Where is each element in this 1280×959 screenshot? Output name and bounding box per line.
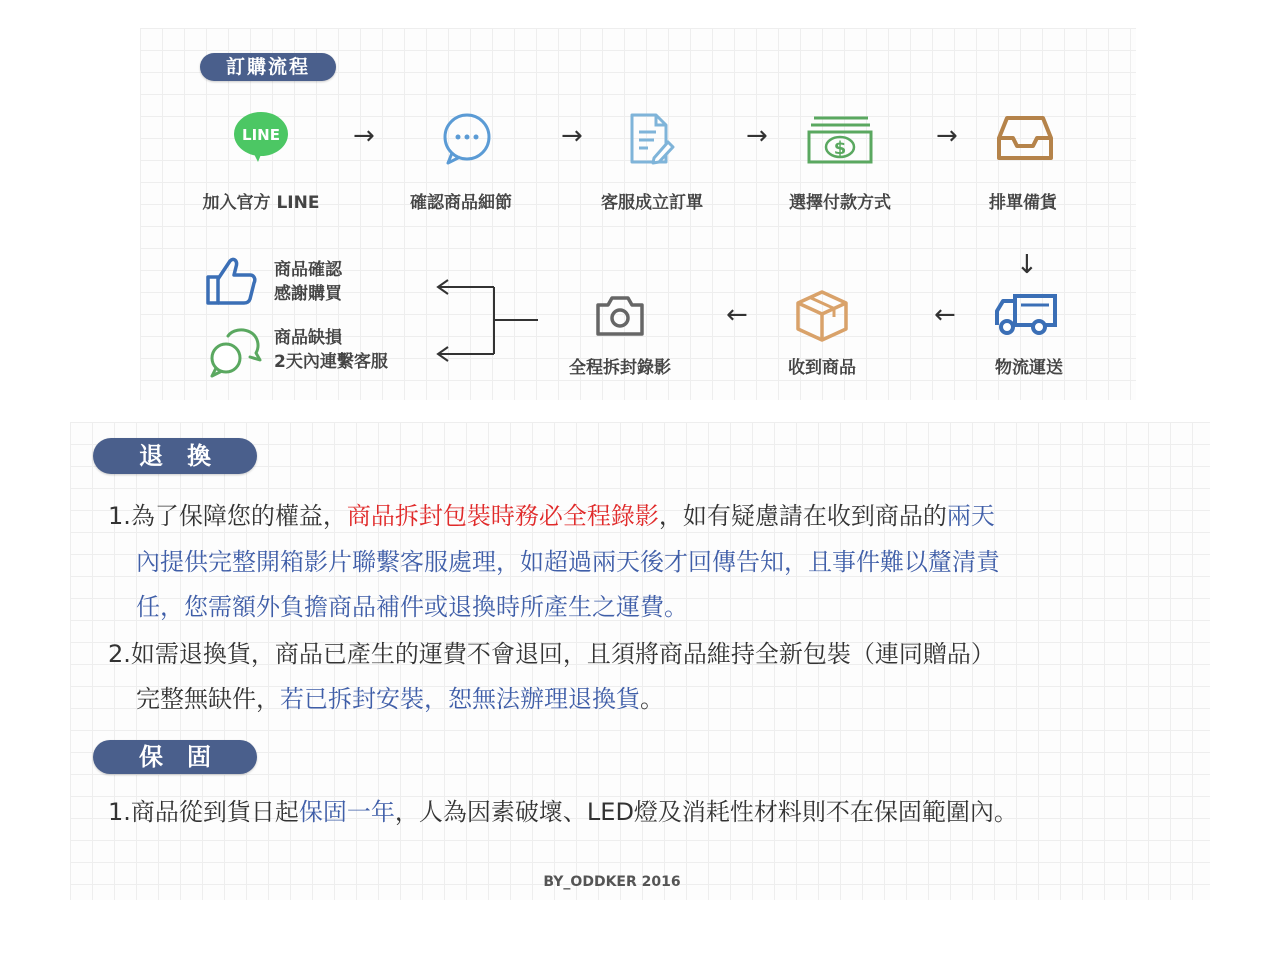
truck-icon bbox=[993, 293, 1061, 337]
outcome-damaged-line1: 商品缺損 bbox=[274, 328, 342, 348]
branch-connector bbox=[430, 278, 542, 362]
step-label-shipping: 物流運送 bbox=[995, 358, 1063, 378]
returns-item1-two-days: 兩天 bbox=[946, 502, 995, 530]
returns-item1-intro: 1.為了保障您的權益， bbox=[108, 502, 347, 530]
chat-bubble-icon bbox=[440, 112, 494, 166]
right-arrow-icon: → bbox=[746, 121, 768, 151]
line-logo-icon bbox=[232, 110, 290, 166]
step-label-confirm-details: 確認商品細節 bbox=[410, 193, 512, 213]
down-arrow-icon: ↓ bbox=[1016, 250, 1038, 280]
returns-item2-end: 。 bbox=[640, 685, 664, 713]
line-logo-text: LINE bbox=[242, 126, 280, 144]
right-arrow-icon: → bbox=[936, 121, 958, 151]
step-label-payment-method: 選擇付款方式 bbox=[789, 193, 891, 213]
returns-item2-line1: 2.如需退換貨，商品已產生的運費不會退回，且須將商品維持全新包裝（連同贈品） bbox=[108, 640, 995, 668]
thumbs-up-icon bbox=[204, 255, 258, 307]
returns-item1-line3: 任，您需額外負擔商品補件或退換時所產生之運費。 bbox=[136, 593, 688, 621]
document-edit-icon bbox=[628, 112, 676, 166]
left-arrow-icon: ← bbox=[934, 300, 956, 330]
outcome-confirmed bbox=[274, 258, 342, 306]
warranty-item1-intro: 1.商品從到貨日起 bbox=[108, 798, 299, 826]
step-label-join-line: 加入官方 LINE bbox=[202, 193, 320, 213]
step-label-prepare-stock: 排單備貨 bbox=[989, 193, 1057, 213]
step-label-create-order: 客服成立訂單 bbox=[601, 193, 703, 213]
step-label-record-unboxing: 全程拆封錄影 bbox=[569, 358, 671, 378]
svg-text:$: $ bbox=[833, 138, 847, 159]
outcome-confirmed-line2: 感謝購買 bbox=[274, 284, 342, 304]
returns-item1-mid: ，如有疑慮請在收到商品的 bbox=[658, 502, 947, 530]
money-icon bbox=[806, 112, 874, 166]
returns-title: 退 換 bbox=[93, 438, 257, 474]
outcome-confirmed-line1: 商品確認 bbox=[274, 260, 342, 280]
returns-item2-complete: 完整無缺件， bbox=[136, 685, 280, 713]
warranty-title: 保 固 bbox=[93, 740, 257, 774]
step-label-receive-goods: 收到商品 bbox=[788, 358, 856, 378]
returns-item2-line2 bbox=[136, 677, 664, 721]
outcome-damaged-line2: 2天內連繫客服 bbox=[274, 352, 388, 372]
camera-icon bbox=[594, 295, 646, 337]
right-arrow-icon: → bbox=[561, 121, 583, 151]
package-icon bbox=[794, 289, 850, 343]
process-title: 訂購流程 bbox=[200, 53, 336, 81]
inbox-tray-icon bbox=[995, 114, 1055, 164]
right-arrow-icon: → bbox=[353, 121, 375, 151]
returns-item1-line1 bbox=[108, 494, 995, 538]
warranty-item1-one-year: 保固一年 bbox=[298, 798, 395, 826]
returns-item1-highlight-record: 商品拆封包裝時務必全程錄影 bbox=[346, 502, 659, 530]
warranty-item1 bbox=[108, 790, 1018, 834]
outcome-damaged bbox=[274, 326, 388, 374]
speech-bubbles-icon bbox=[206, 326, 262, 378]
warranty-item1-rest: ，人為因素破壞、LED燈及消耗性材料則不在保固範圍內。 bbox=[394, 798, 1018, 826]
credit-text: BY_ODDKER 2016 bbox=[543, 874, 681, 890]
returns-item2-highlight-opened: 若已拆封安裝，恕無法辦理退換貨 bbox=[280, 685, 640, 713]
returns-item1-line2: 內提供完整開箱影片聯繫客服處理，如超過兩天後才回傳告知，且事件難以釐清責 bbox=[136, 548, 1000, 576]
left-arrow-icon: ← bbox=[726, 300, 748, 330]
